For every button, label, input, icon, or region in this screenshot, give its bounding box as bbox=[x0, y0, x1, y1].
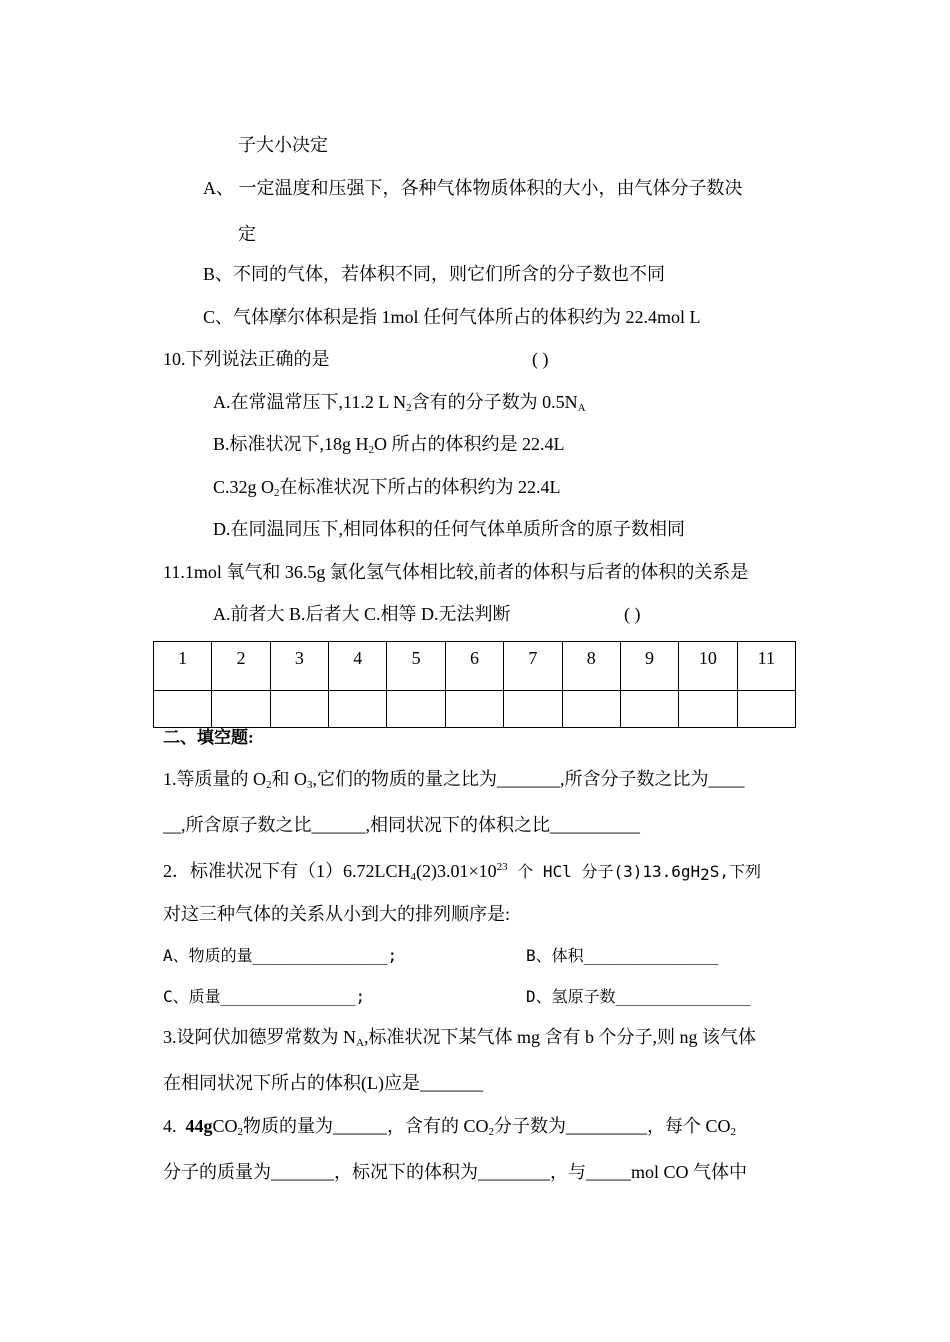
answer-table-header-row bbox=[154, 642, 796, 691]
fill-q1-line1: 1.等质量的 $O_2$和 $O_3$,它们的物质的量之比为_______,所含分子数之比为____ bbox=[163, 769, 745, 791]
answer-header-cell: 6 bbox=[445, 642, 503, 691]
fill-q1-line2: __,所含原子数之比______,相同状况下的体积之比__________ bbox=[163, 815, 640, 835]
fill-q4-line2: 分子的质量为_______，标况下的体积为________，与_____mol CO 气体中 bbox=[163, 1162, 748, 1182]
fill-q3-line1: 3.设阿伏加德罗常数为 $N_A$,标准状况下某气体 mg 含有 b 个分子,则 ng 该气体 bbox=[163, 1027, 756, 1049]
answer-table bbox=[153, 641, 796, 728]
fill-q2-line1: 2．标准状况下有$(1)6.72LCH_4(2)3.01\times 10^{23}$ 个 HCl 分子$(3)13.6gH_2S$,下列 bbox=[163, 861, 762, 884]
fill-q3-line2: 在相同状况下所占的体积(L)应是_______ bbox=[163, 1073, 483, 1093]
answer-blank-cell bbox=[737, 691, 795, 728]
answer-blank-cell bbox=[270, 691, 328, 728]
answer-header-cell: 5 bbox=[387, 642, 445, 691]
answer-blank-cell bbox=[504, 691, 562, 728]
fill-q2-option-c: C、质量______________; bbox=[163, 987, 366, 1006]
answer-header-cell: 3 bbox=[270, 642, 328, 691]
q9-option-a-line1: A、 一定温度和压强下，各种气体物质体积的大小，由气体分子数决 bbox=[203, 178, 743, 198]
answer-header-cell: 4 bbox=[329, 642, 387, 691]
q10-answer-paren: ( ) bbox=[532, 349, 549, 369]
answer-header-cell: 9 bbox=[620, 642, 678, 691]
q9-option-b: B、不同的气体，若体积不同，则它们所含的分子数也不同 bbox=[203, 264, 666, 284]
answer-blank-cell bbox=[445, 691, 503, 728]
answer-table-blank-row bbox=[154, 691, 796, 728]
q9-text-continuation: 子大小决定 bbox=[238, 135, 328, 155]
answer-blank-cell bbox=[329, 691, 387, 728]
fill-q2-option-a: A、物质的量______________; bbox=[163, 946, 398, 965]
answer-header-cell: 2 bbox=[212, 642, 270, 691]
section-title: 二、填空题: bbox=[163, 728, 254, 747]
q10-option-d: D.在同温同压下,相同体积的任何气体单质所含的原子数相同 bbox=[213, 519, 685, 539]
answer-blank-cell bbox=[679, 691, 737, 728]
answer-blank-cell bbox=[154, 691, 212, 728]
answer-header-cell: 11 bbox=[737, 642, 795, 691]
q11-options: A.前者大 B.后者大 C.相等 D.无法判断 bbox=[213, 604, 511, 624]
answer-header-cell: 10 bbox=[679, 642, 737, 691]
q10-option-b: B.标准状况下,18g $H_2O$ 所占的体积约是 22.4L bbox=[213, 434, 565, 456]
fill-q2-line2: 对这三种气体的关系从小到大的排列顺序是: bbox=[163, 904, 510, 924]
q11-stem: 11.1mol 氧气和 36.5g 氯化氢气体相比较,前者的体积与后者的体积的关系是 bbox=[163, 562, 749, 582]
q10-stem: 10.下列说法正确的是 bbox=[163, 349, 330, 369]
fill-q2-option-d: D、氢原子数______________ bbox=[526, 987, 751, 1006]
answer-header-cell: 8 bbox=[562, 642, 620, 691]
answer-blank-cell bbox=[620, 691, 678, 728]
answer-header-cell: 7 bbox=[504, 642, 562, 691]
answer-header-cell: 1 bbox=[154, 642, 212, 691]
q11-answer-paren: ( ) bbox=[624, 604, 641, 624]
q9-option-a-line2: 定 bbox=[238, 224, 256, 244]
fill-q4-line1: 4. 44gCO$_2$物质的量为______，含有的 $CO_2$分子数为_________，每个 $CO_2$ bbox=[163, 1116, 737, 1138]
q10-option-c: C.32g $O_2$在标准状况下所占的体积约为 22.4L bbox=[213, 477, 561, 499]
answer-blank-cell bbox=[387, 691, 445, 728]
q9-option-c: C、气体摩尔体积是指 1mol 任何气体所占的体积约为 22.4mol L bbox=[203, 307, 701, 327]
answer-blank-cell bbox=[212, 691, 270, 728]
q10-option-a: A.在常温常压下,11.2 L $N_2$含有的分子数为 $0.5N_A$ bbox=[213, 392, 586, 414]
answer-blank-cell bbox=[562, 691, 620, 728]
fill-q2-option-b: B、体积______________ bbox=[526, 946, 719, 965]
